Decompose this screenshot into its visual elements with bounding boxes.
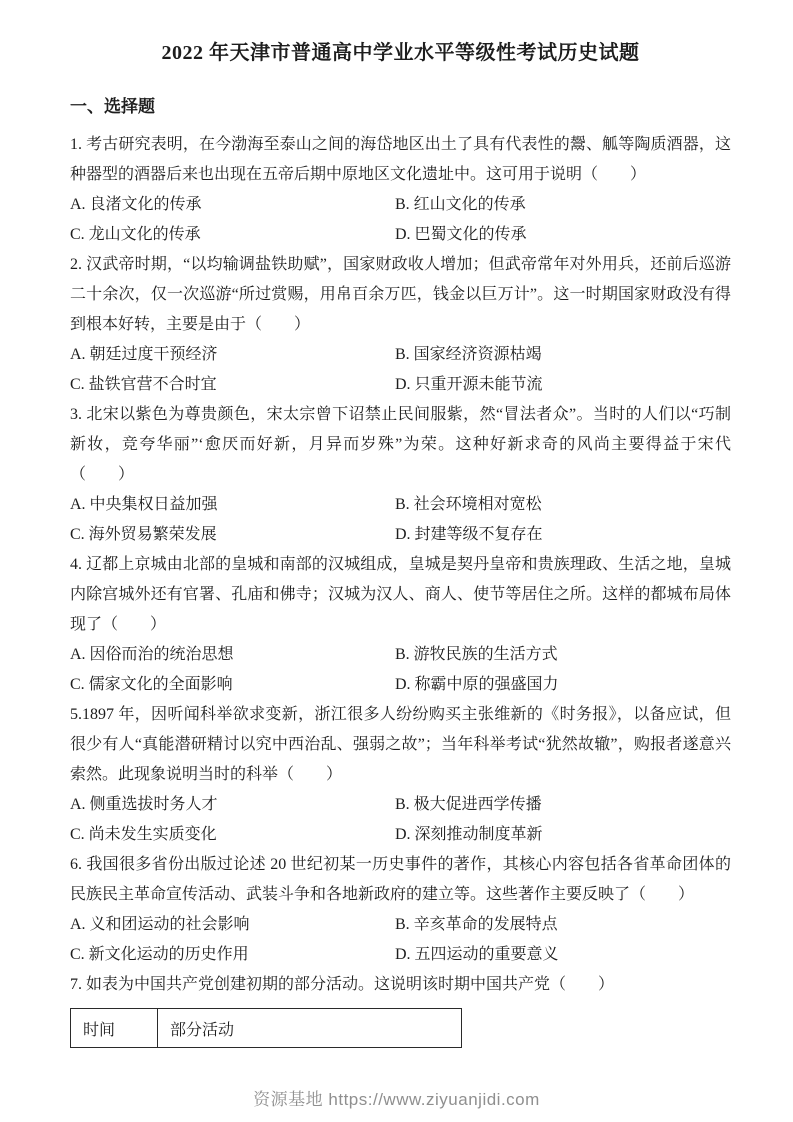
question-3-stem: 3. 北宋以紫色为尊贵颜色，宋太宗曾下诏禁止民间服紫，然“冒法者众”。当时的人们以“巧制新妆，竞夸华丽”‘愈厌而好新，月异而岁殊”为荣。这种好新求奇的风尚主要得益于宋代（ ）	[70, 406, 731, 483]
question-4-options	[70, 640, 731, 700]
question-4-stem: 4. 辽都上京城由北部的皇城和南部的汉城组成，皇城是契丹皇帝和贵族理政、生活之地，皇城内除宫城外还有官署、孔庙和佛寺；汉城为汉人、商人、使节等居住之所。这样的都城布局体现了（ ）	[70, 556, 731, 633]
question-1-option-b: B. 红山文化的传承	[395, 196, 526, 213]
question-5-option-c: C. 尚未发生实质变化	[70, 826, 217, 843]
question-1-option-d: D. 巴蜀文化的传承	[395, 226, 527, 243]
table-header-activity: 部分活动	[158, 1009, 462, 1048]
question-2-option-a: A. 朝廷过度干预经济	[70, 346, 218, 363]
question-4-option-c: C. 儒家文化的全面影响	[70, 676, 233, 693]
question-2	[70, 250, 731, 400]
section-heading-multiple-choice: 一、选择题	[70, 97, 155, 116]
question-1-stem: 1. 考古研究表明，在今渤海至泰山之间的海岱地区出土了具有代表性的鬶、觚等陶质酒器，这种器型的酒器后来也出现在五帝后期中原地区文化遗址中。这可用于说明（ ）	[70, 136, 731, 183]
question-2-options	[70, 340, 731, 400]
question-6-options	[70, 910, 731, 970]
question-2-option-b: B. 国家经济资源枯竭	[395, 346, 542, 363]
question-6-stem: 6. 我国很多省份出版过论述 20 世纪初某一历史事件的著作，其核心内容包括各省革命团体的民族民主革命宣传活动、武装斗争和各地新政府的建立等。这些著作主要反映了（ ）	[70, 856, 731, 903]
question-3-options	[70, 490, 731, 550]
question-6-option-b: B. 辛亥革命的发展特点	[395, 916, 558, 933]
question-7	[70, 970, 731, 1048]
question-3-option-a: A. 中央集权日益加强	[70, 496, 218, 513]
question-1-option-a: A. 良渚文化的传承	[70, 196, 202, 213]
exam-title: 2022 年天津市普通高中学业水平等级性考试历史试题	[161, 42, 640, 64]
question-5-options	[70, 790, 731, 850]
question-4-option-b: B. 游牧民族的生活方式	[395, 646, 558, 663]
watermark-footer: 资源基地 https://www.ziyuanjidi.com	[253, 1090, 540, 1109]
question-7-activity-table	[70, 1008, 462, 1048]
question-2-option-d: D. 只重开源未能节流	[395, 376, 543, 393]
question-1	[70, 130, 731, 250]
question-2-stem: 2. 汉武帝时期，“以均输调盐铁助赋”，国家财政收人增加；但武帝常年对外用兵，还前后巡游二十余次，仅一次巡游“所过赏赐，用帛百余万匹，钱金以巨万计”。这一时期国家财政没有得到根本好转，主要是由于（ ）	[70, 256, 731, 333]
table-header-time: 时间	[71, 1009, 158, 1048]
question-3-option-d: D. 封建等级不复存在	[395, 526, 543, 543]
question-7-stem: 7. 如表为中国共产党创建初期的部分活动。这说明该时期中国共产党（ ）	[70, 976, 615, 993]
question-3	[70, 400, 731, 550]
question-5-stem: 5.1897 年，因听闻科举欲求变新，浙江很多人纷纷购买主张维新的《时务报》，以备应试，但很少有人“真能潜研精讨以究中西治乱、强弱之故”；当年科举考试“犹然故辙”，购报者遂意兴索然。此现象说明当时的科举（ ）	[70, 706, 731, 783]
question-6-option-d: D. 五四运动的重要意义	[395, 946, 559, 963]
question-3-option-b: B. 社会环境相对宽松	[395, 496, 542, 513]
question-5-option-b: B. 极大促进西学传播	[395, 796, 542, 813]
question-1-option-c: C. 龙山文化的传承	[70, 226, 201, 243]
question-4	[70, 550, 731, 700]
question-3-option-c: C. 海外贸易繁荣发展	[70, 526, 217, 543]
question-2-option-c: C. 盐铁官营不合时宜	[70, 376, 217, 393]
question-1-options	[70, 190, 731, 250]
question-4-option-d: D. 称霸中原的强盛国力	[395, 676, 559, 693]
question-5-option-d: D. 深刻推动制度革新	[395, 826, 543, 843]
question-6	[70, 850, 731, 970]
question-4-option-a: A. 因俗而治的统治思想	[70, 646, 234, 663]
table-header-row	[71, 1009, 462, 1048]
question-6-option-c: C. 新文化运动的历史作用	[70, 946, 249, 963]
question-6-option-a: A. 义和团运动的社会影响	[70, 916, 250, 933]
question-5	[70, 700, 731, 850]
question-5-option-a: A. 侧重选拔时务人才	[70, 796, 218, 813]
